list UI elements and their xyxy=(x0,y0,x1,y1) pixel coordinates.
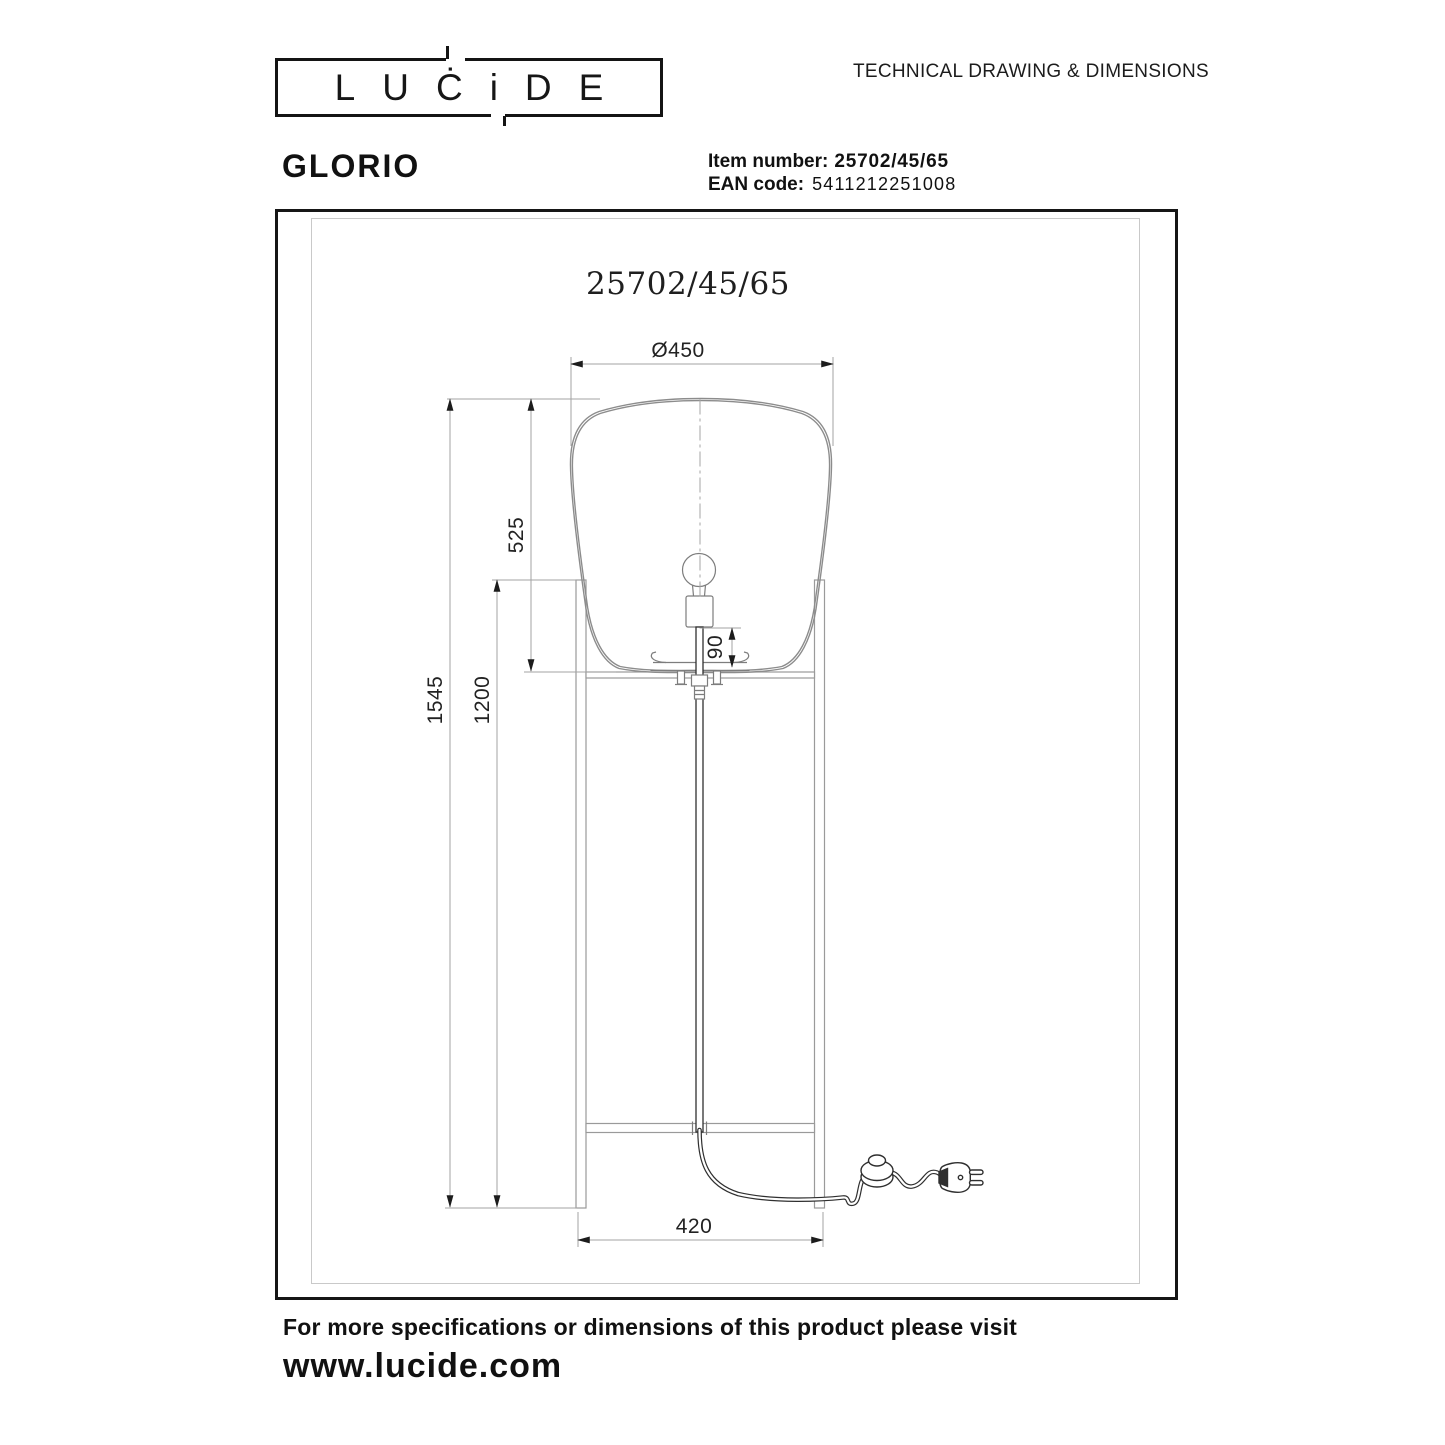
power-plug xyxy=(939,1163,983,1193)
foot-switch xyxy=(861,1155,893,1187)
mount-tab-left xyxy=(651,652,666,663)
bulb-glass xyxy=(683,554,716,587)
item-number-value: 25702/45/65 xyxy=(834,151,949,172)
dim-label-socket-offset: 90 xyxy=(704,634,727,660)
bulb-socket xyxy=(686,596,713,627)
plug-pin-top xyxy=(970,1170,984,1174)
switch-button xyxy=(869,1155,886,1166)
plug-pin-bottom xyxy=(970,1181,984,1185)
footer-note: For more specifications or dimensions of this product please visit xyxy=(283,1314,1018,1340)
doc-title: TECHNICAL DRAWING & DIMENSIONS xyxy=(853,61,1209,82)
dim-label-base-width: 420 xyxy=(675,1215,713,1238)
mount-tab-right xyxy=(734,652,749,663)
stand-left-leg xyxy=(576,580,586,1208)
dim-label-stand-height: 1200 xyxy=(471,675,494,725)
ean-code-label: EAN code: xyxy=(708,174,805,195)
ean-code-value: 5411212251008 xyxy=(812,174,957,194)
pole-thread xyxy=(695,686,705,699)
logo-bottom-tick xyxy=(503,116,506,126)
ean-code-row xyxy=(708,174,956,196)
pole-nut xyxy=(692,675,708,686)
dim-label-shade-height: 525 xyxy=(505,516,528,554)
logo-top-tick xyxy=(446,46,449,59)
dim-label-shade-diameter: Ø450 xyxy=(651,339,705,362)
item-number-row xyxy=(708,151,949,173)
product-name: GLORIO xyxy=(282,148,421,184)
dimension-lines xyxy=(445,357,833,1247)
dim-label-total-height: 1545 xyxy=(424,675,447,725)
mount-clip-right xyxy=(714,671,721,684)
ext-diameter xyxy=(571,357,833,446)
stand-right-leg xyxy=(815,580,825,1208)
mount-clip-left xyxy=(678,671,685,684)
lucide-logo xyxy=(275,58,663,117)
lamp-pole xyxy=(696,627,703,1132)
lucide-logo-text: LUĊiDE xyxy=(334,66,631,108)
technical-drawing xyxy=(275,209,1178,1300)
light-bulb xyxy=(683,554,716,628)
plug-collar xyxy=(939,1169,948,1187)
website-link[interactable]: www.lucide.com xyxy=(283,1347,563,1385)
drawing-title: 25702/45/65 xyxy=(586,266,790,302)
item-number-label: Item number: xyxy=(708,151,829,172)
